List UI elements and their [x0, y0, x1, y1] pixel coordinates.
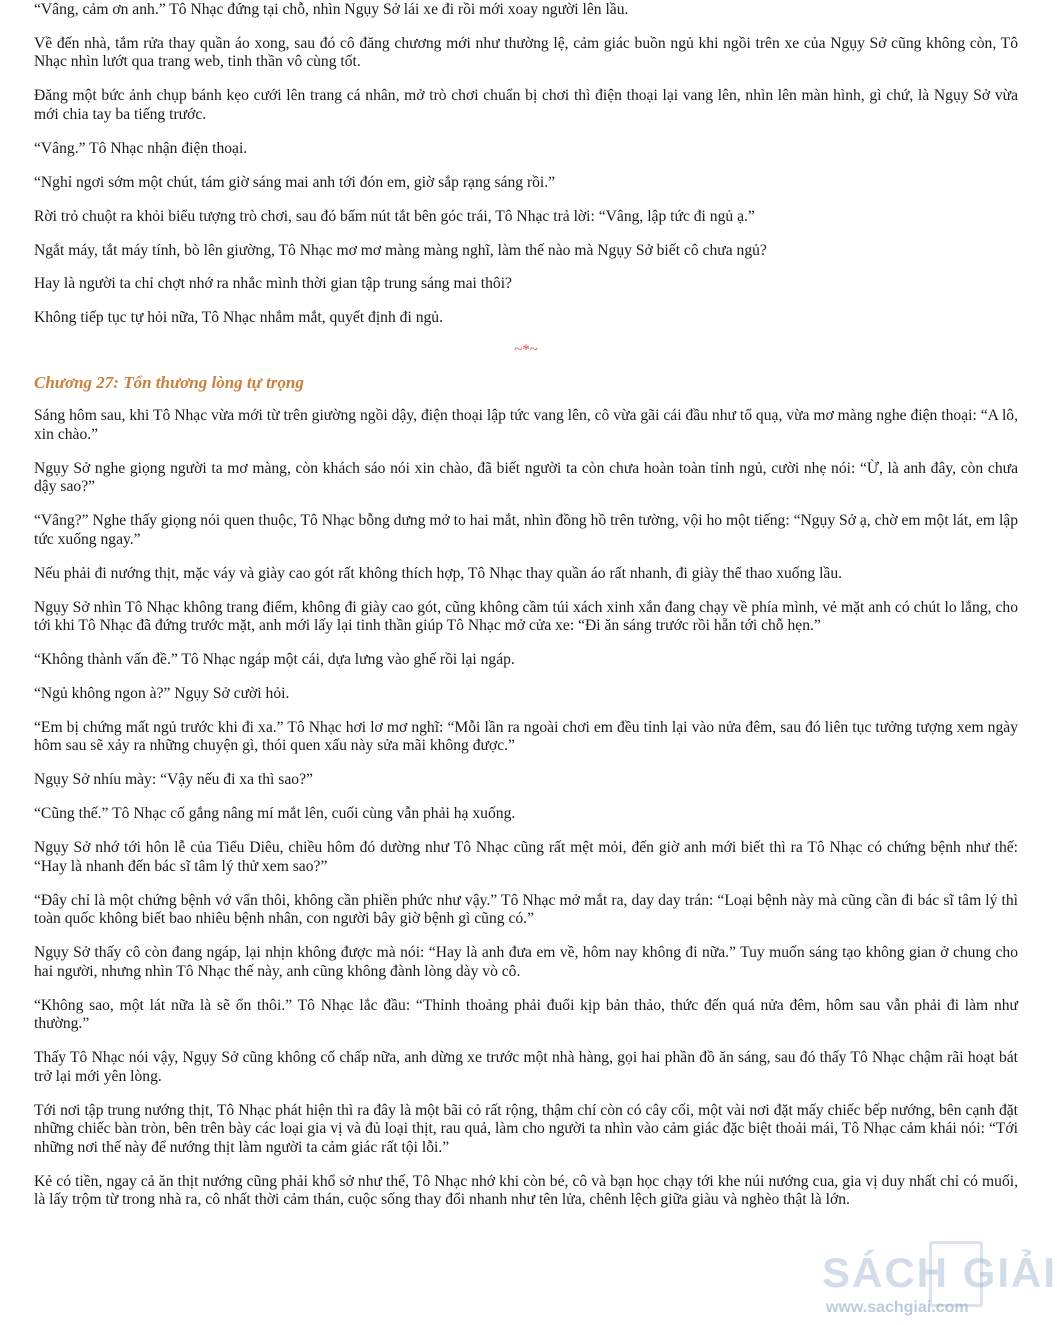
watermark: [794, 1235, 1057, 1325]
paragraph: “Cũng thế.” Tô Nhạc cố gắng nâng mí mắt lên, cuối cùng vẫn phải hạ xuống.: [34, 805, 516, 823]
paragraph: “Vâng, cảm ơn anh.” Tô Nhạc đứng tại chỗ, nhìn Ngụy Sở lái xe đi rồi mới xoay người lên lầu.: [34, 1, 629, 18]
paragraph: “Không thành vấn đề.” Tô Nhạc ngáp một cái, dựa lưng vào ghế rồi lại ngáp.: [34, 651, 515, 669]
paragraph: Hay là người ta chỉ chợt nhớ ra nhắc mình thời gian tập trung sáng mai thôi?: [34, 275, 512, 293]
paragraph: Không tiếp tục tự hỏi nữa, Tô Nhạc nhắm mắt, quyết định đi ngủ.: [34, 309, 443, 327]
text-body: [34, 0, 1018, 1225]
paragraph: “Em bị chứng mất ngủ trước khi đi xa.” Tô Nhạc hơi lơ mơ nghĩ: “Mỗi lần ra ngoài chơi em đều tỉnh lại vào nửa đêm, sau đó liên tục tưởng tượng xem ngày hôm sau sẽ xảy ra những chuyện gì, thói quen xấu này sửa mãi không được.”: [34, 718, 1018, 755]
watermark-logo: SÁCH GIẢI: [822, 1249, 1057, 1296]
paragraph: Sáng hôm sau, khi Tô Nhạc vừa mới từ trên giường ngồi dậy, điện thoại lập tức vang lên, cô vừa gãi cái đầu như tổ quạ, vừa mơ màng nghe điện thoại: “A lô, xin chào.”: [34, 407, 1018, 443]
paragraph: Ngụy Sở nghe giọng người ta mơ màng, còn khách sáo nói xin chào, đã biết người ta còn chưa hoàn toàn tỉnh ngủ, cười nhẹ nói: “Ừ, là anh đây, còn chưa dậy sao?”: [34, 459, 1018, 496]
watermark-url: www.sachgiai.com: [826, 1299, 969, 1316]
paragraph: “Vâng.” Tô Nhạc nhận điện thoại.: [34, 139, 248, 157]
paragraph: Kẻ có tiền, ngay cả ăn thịt nướng cũng phải khổ sở như thế, Tô Nhạc nhớ khi còn bé, cô và bạn học chạy tới khe núi nướng cua, gia vị duy nhất chỉ có muối, là lấy trộm từ trong nhà ra, cô nhất thời cảm thán, cuộc sống thay đổi nhanh như tên lửa, chênh lệch giữa giàu và nghèo thật là lớn.: [34, 1172, 1018, 1209]
chapter-title: Chương 27: Tổn thương lòng tự trọng: [34, 373, 304, 393]
paragraph: Thấy Tô Nhạc nói vậy, Ngụy Sở cũng không cố chấp nữa, anh dừng xe trước một nhà hàng, gọi hai phần đồ ăn sáng, sau đó thấy Tô Nhạc chậm rãi hoạt bát trở lại mới yên lòng.: [34, 1049, 1018, 1085]
paragraph: Ngắt máy, tắt máy tính, bò lên giường, Tô Nhạc mơ mơ màng màng nghĩ, làm thế nào mà Ngụy Sở biết cô chưa ngủ?: [34, 241, 767, 259]
paragraph: “Nghỉ ngơi sớm một chút, tám giờ sáng mai anh tới đón em, giờ sắp rạng sáng rồi.”: [34, 173, 556, 191]
paragraph: Về đến nhà, tắm rửa thay quần áo xong, sau đó cô đăng chương mới như thường lệ, cảm giác buồn ngủ khi ngồi trên xe của Ngụy Sở cũng không còn, Tô Nhạc nhìn lướt qua trang web, tinh thần vô cùng tốt.: [34, 34, 1018, 71]
section-separator: ~*~: [514, 342, 538, 359]
paragraph: Ngụy Sở thấy cô còn đang ngáp, lại nhịn không được mà nói: “Hay là anh đưa em về, hôm nay không đi nữa.” Tuy muốn sáng tạo không gian ở chung cho hai người, nhưng nhìn Tô Nhạc thế này, anh cũng không đành lòng dày vò cô.: [34, 944, 1018, 980]
paragraph: “Đây chỉ là một chứng bệnh vớ vẩn thôi, không cần phiền phức như vậy.” Tô Nhạc mở mắt ra, day day trán: “Loại bệnh này mà cũng cần đi bác sĩ tâm lý thì toàn quốc không biết bao nhiêu bệnh nhân, con người bây giờ bệnh gì cũng có.”: [34, 891, 1018, 928]
paragraph: Ngụy Sở nhớ tới hôn lễ của Tiểu Diêu, chiều hôm đó dường như Tô Nhạc cũng rất mệt mỏi, đến giờ anh mới biết thì ra Tô Nhạc có chứng bệnh như thế: “Hay là nhanh đến bác sĩ tâm lý thử xem sao?”: [34, 839, 1018, 875]
paragraph: “Ngủ không ngon à?” Ngụy Sở cười hỏi.: [34, 684, 290, 702]
paragraph: Ngụy Sở nhìn Tô Nhạc không trang điểm, không đi giày cao gót, cũng không cầm túi xách xinh xắn đang chạy về phía mình, vẻ mặt anh có chút lo lắng, cho tới khi Tô Nhạc đã đứng trước mặt, anh mới lấy lại tinh thần giúp Tô Nhạc mở cửa xe: “Đi ăn sáng trước rồi hẵn tới chỗ hẹn.”: [34, 598, 1018, 635]
paragraph: “Vâng?” Nghe thấy giọng nói quen thuộc, Tô Nhạc bỗng dưng mở to hai mắt, nhìn đồng hồ trên tường, vội ho một tiếng: “Ngụy Sở ạ, chờ em một lát, em lập tức xuống ngay.”: [34, 512, 1018, 548]
paragraph: Đăng một bức ảnh chụp bánh kẹo cưới lên trang cá nhân, mở trò chơi chuẩn bị chơi thì điện thoại lại vang lên, nhìn lên màn hình, gì chứ, là Ngụy Sở vừa mới chia tay ba tiếng trước.: [34, 87, 1018, 123]
paragraph: Rời trỏ chuột ra khỏi biểu tượng trò chơi, sau đó bấm nút tắt bên góc trái, Tô Nhạc trả lời: “Vâng, lập tức đi ngủ ạ.”: [34, 207, 755, 225]
paragraph: Nếu phải đi nướng thịt, mặc váy và giày cao gót rất không thích hợp, Tô Nhạc thay quần áo rất nhanh, đi giày thể thao xuống lầu.: [34, 564, 843, 582]
paragraph: Tới nơi tập trung nướng thịt, Tô Nhạc phát hiện thì ra đây là một bãi cỏ rất rộng, thậm chí còn có cây cối, một vài nơi đặt mấy chiếc bếp nướng, bên cạnh đặt những chiếc bàn tròn, bên trên bày các loại gia vị và đủ loại thịt, rau quả, làm cho người ta nhìn vào cảm giác đặc biệt thoải mái, Tô Nhạc cảm khái nói: “Tới những nơi thế này để nướng thịt làm người ta cảm giác rất tội lỗi.”: [34, 1101, 1018, 1156]
paragraph: Ngụy Sở nhíu mày: “Vậy nếu đi xa thì sao?”: [34, 771, 313, 789]
paragraph: “Không sao, một lát nữa là sẽ ổn thôi.” Tô Nhạc lắc đầu: “Thỉnh thoảng phải đuổi kịp bản thảo, thức đến quá nửa đêm, hôm sau vẫn phải đi làm như thường.”: [34, 996, 1018, 1033]
